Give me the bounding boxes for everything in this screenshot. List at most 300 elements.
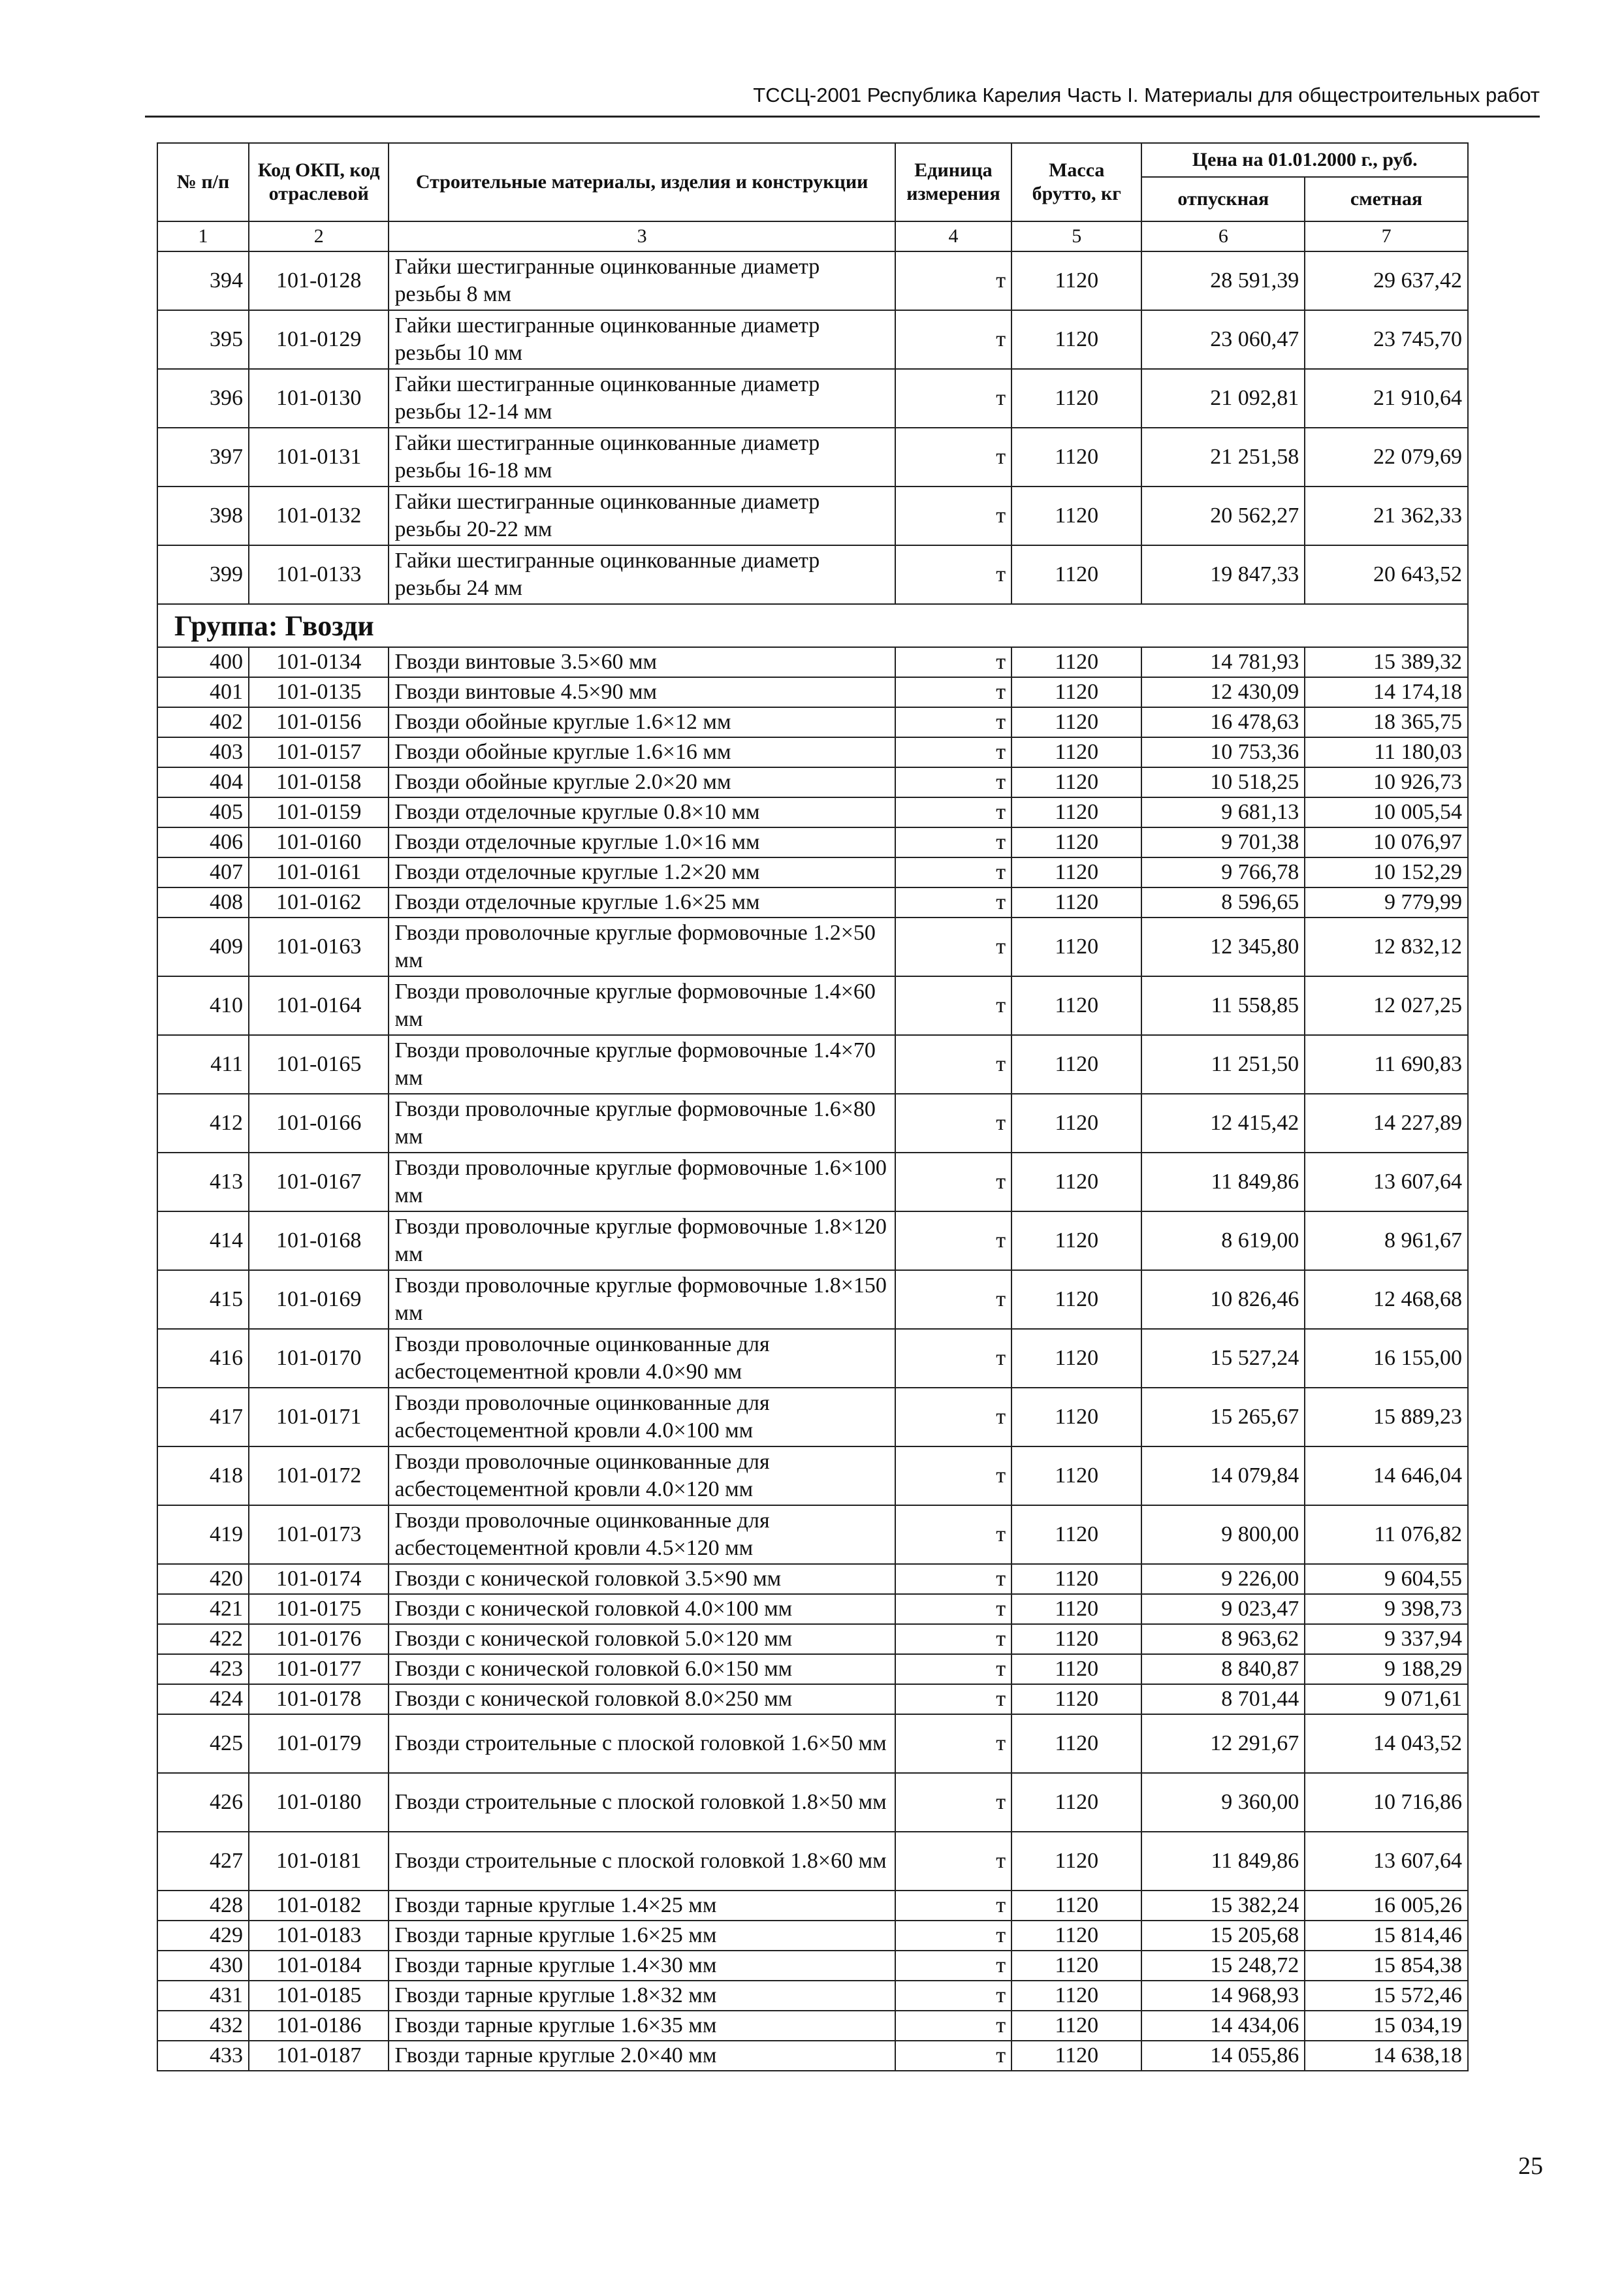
row-mass-cell: 1120 xyxy=(1011,1094,1141,1153)
row-number-cell: 408 xyxy=(157,887,249,918)
row-code-cell: 101-0177 xyxy=(249,1654,389,1684)
row-code-cell: 101-0169 xyxy=(249,1270,389,1329)
row-mass-cell: 1120 xyxy=(1011,1564,1141,1594)
row-price-estimate-cell: 12 027,25 xyxy=(1305,976,1468,1035)
row-unit-cell: т xyxy=(895,1951,1011,1981)
row-code-cell: 101-0163 xyxy=(249,918,389,976)
row-number-cell: 402 xyxy=(157,707,249,737)
row-unit-cell: т xyxy=(895,251,1011,310)
row-number-cell: 420 xyxy=(157,1564,249,1594)
row-mass-cell: 1120 xyxy=(1011,677,1141,707)
row-unit-cell: т xyxy=(895,797,1011,827)
row-unit-cell: т xyxy=(895,1211,1011,1270)
table-row xyxy=(157,1654,1468,1684)
row-price-release-cell: 9 681,13 xyxy=(1141,797,1305,827)
row-price-estimate-cell: 15 814,46 xyxy=(1305,1921,1468,1951)
row-name-cell: Гвозди проволочные круглые формовочные 1.8×150 мм xyxy=(389,1270,895,1329)
row-code-cell: 101-0131 xyxy=(249,428,389,487)
row-unit-cell: т xyxy=(895,737,1011,767)
row-mass-cell: 1120 xyxy=(1011,647,1141,677)
row-name-cell: Гайки шестигранные оцинкованные диаметр резьбы 10 мм xyxy=(389,310,895,369)
row-price-estimate-cell: 10 926,73 xyxy=(1305,767,1468,797)
table-row xyxy=(157,1832,1468,1891)
table-row xyxy=(157,428,1468,487)
row-price-estimate-cell: 14 174,18 xyxy=(1305,677,1468,707)
row-code-cell: 101-0168 xyxy=(249,1211,389,1270)
row-price-estimate-cell: 9 398,73 xyxy=(1305,1594,1468,1624)
row-code-cell: 101-0135 xyxy=(249,677,389,707)
row-code-cell: 101-0166 xyxy=(249,1094,389,1153)
row-code-cell: 101-0179 xyxy=(249,1714,389,1773)
row-unit-cell: т xyxy=(895,1624,1011,1654)
row-name-cell: Гвозди обойные круглые 1.6×16 мм xyxy=(389,737,895,767)
table-row xyxy=(157,487,1468,545)
row-mass-cell: 1120 xyxy=(1011,918,1141,976)
table-row xyxy=(157,251,1468,310)
row-name-cell: Гвозди с конической головкой 4.0×100 мм xyxy=(389,1594,895,1624)
table-row xyxy=(157,545,1468,604)
row-unit-cell: т xyxy=(895,1773,1011,1832)
table-row xyxy=(157,1594,1468,1624)
row-mass-cell: 1120 xyxy=(1011,976,1141,1035)
row-price-release-cell: 15 382,24 xyxy=(1141,1891,1305,1921)
row-number-cell: 404 xyxy=(157,767,249,797)
row-mass-cell: 1120 xyxy=(1011,251,1141,310)
row-price-release-cell: 11 849,86 xyxy=(1141,1832,1305,1891)
row-price-release-cell: 11 558,85 xyxy=(1141,976,1305,1035)
row-name-cell: Гвозди проволочные оцинкованные для асбестоцементной кровли 4.0×120 мм xyxy=(389,1446,895,1505)
row-price-release-cell: 9 360,00 xyxy=(1141,1773,1305,1832)
row-price-estimate-cell: 18 365,75 xyxy=(1305,707,1468,737)
row-price-release-cell: 9 226,00 xyxy=(1141,1564,1305,1594)
row-code-cell: 101-0180 xyxy=(249,1773,389,1832)
row-price-estimate-cell: 14 227,89 xyxy=(1305,1094,1468,1153)
row-code-cell: 101-0171 xyxy=(249,1388,389,1446)
row-price-release-cell: 12 291,67 xyxy=(1141,1714,1305,1773)
row-code-cell: 101-0186 xyxy=(249,2011,389,2041)
row-name-cell: Гвозди с конической головкой 6.0×150 мм xyxy=(389,1654,895,1684)
row-price-estimate-cell: 14 043,52 xyxy=(1305,1714,1468,1773)
row-price-estimate-cell: 10 152,29 xyxy=(1305,857,1468,887)
row-code-cell: 101-0167 xyxy=(249,1153,389,1211)
row-mass-cell: 1120 xyxy=(1011,310,1141,369)
row-number-cell: 394 xyxy=(157,251,249,310)
row-code-cell: 101-0162 xyxy=(249,887,389,918)
row-code-cell: 101-0187 xyxy=(249,2041,389,2071)
row-number-cell: 409 xyxy=(157,918,249,976)
row-price-estimate-cell: 13 607,64 xyxy=(1305,1153,1468,1211)
row-price-release-cell: 14 055,86 xyxy=(1141,2041,1305,2071)
row-price-estimate-cell: 22 079,69 xyxy=(1305,428,1468,487)
row-unit-cell: т xyxy=(895,369,1011,428)
row-number-cell: 405 xyxy=(157,797,249,827)
row-mass-cell: 1120 xyxy=(1011,887,1141,918)
row-unit-cell: т xyxy=(895,918,1011,976)
row-mass-cell: 1120 xyxy=(1011,1388,1141,1446)
page-number: 25 xyxy=(1518,2152,1543,2180)
row-code-cell: 101-0130 xyxy=(249,369,389,428)
row-price-estimate-cell: 9 071,61 xyxy=(1305,1684,1468,1714)
row-unit-cell: т xyxy=(895,428,1011,487)
row-number-cell: 415 xyxy=(157,1270,249,1329)
row-mass-cell: 1120 xyxy=(1011,1773,1141,1832)
row-number-cell: 430 xyxy=(157,1951,249,1981)
table-row xyxy=(157,1505,1468,1564)
row-unit-cell: т xyxy=(895,677,1011,707)
row-unit-cell: т xyxy=(895,1832,1011,1891)
row-price-estimate-cell: 23 745,70 xyxy=(1305,310,1468,369)
row-price-release-cell: 9 023,47 xyxy=(1141,1594,1305,1624)
row-name-cell: Гвозди строительные с плоской головкой 1.6×50 мм xyxy=(389,1714,895,1773)
row-code-cell: 101-0161 xyxy=(249,857,389,887)
row-price-release-cell: 16 478,63 xyxy=(1141,707,1305,737)
table-row xyxy=(157,1270,1468,1329)
row-number-cell: 419 xyxy=(157,1505,249,1564)
row-price-release-cell: 15 205,68 xyxy=(1141,1921,1305,1951)
row-number-cell: 400 xyxy=(157,647,249,677)
table-row xyxy=(157,737,1468,767)
row-name-cell: Гайки шестигранные оцинкованные диаметр резьбы 24 мм xyxy=(389,545,895,604)
table-row xyxy=(157,310,1468,369)
row-unit-cell: т xyxy=(895,1594,1011,1624)
row-code-cell: 101-0181 xyxy=(249,1832,389,1891)
row-number-cell: 432 xyxy=(157,2011,249,2041)
row-code-cell: 101-0160 xyxy=(249,827,389,857)
row-code-cell: 101-0128 xyxy=(249,251,389,310)
table-row xyxy=(157,1773,1468,1832)
row-number-cell: 427 xyxy=(157,1832,249,1891)
row-name-cell: Гвозди тарные круглые 1.8×32 мм xyxy=(389,1981,895,2011)
row-number-cell: 422 xyxy=(157,1624,249,1654)
row-name-cell: Гвозди отделочные круглые 1.0×16 мм xyxy=(389,827,895,857)
row-unit-cell: т xyxy=(895,2041,1011,2071)
row-name-cell: Гвозди проволочные круглые формовочные 1.4×60 мм xyxy=(389,976,895,1035)
row-mass-cell: 1120 xyxy=(1011,1594,1141,1624)
header-divider xyxy=(145,116,1540,118)
header-price-group: Цена на 01.01.2000 г., руб. xyxy=(1141,143,1468,177)
row-mass-cell: 1120 xyxy=(1011,1921,1141,1951)
row-name-cell: Гвозди тарные круглые 1.4×25 мм xyxy=(389,1891,895,1921)
row-unit-cell: т xyxy=(895,857,1011,887)
table-row xyxy=(157,677,1468,707)
row-price-estimate-cell: 14 638,18 xyxy=(1305,2041,1468,2071)
row-price-release-cell: 21 251,58 xyxy=(1141,428,1305,487)
row-code-cell: 101-0165 xyxy=(249,1035,389,1094)
row-name-cell: Гвозди проволочные круглые формовочные 1.2×50 мм xyxy=(389,918,895,976)
header-name: Строительные материалы, изделия и конструкции xyxy=(389,143,895,221)
table-row xyxy=(157,767,1468,797)
row-unit-cell: т xyxy=(895,1035,1011,1094)
table-row xyxy=(157,1035,1468,1094)
row-mass-cell: 1120 xyxy=(1011,1684,1141,1714)
row-price-release-cell: 12 345,80 xyxy=(1141,918,1305,976)
row-unit-cell: т xyxy=(895,1270,1011,1329)
row-mass-cell: 1120 xyxy=(1011,1714,1141,1773)
row-code-cell: 101-0183 xyxy=(249,1921,389,1951)
row-code-cell: 101-0134 xyxy=(249,647,389,677)
row-price-estimate-cell: 15 854,38 xyxy=(1305,1951,1468,1981)
row-number-cell: 414 xyxy=(157,1211,249,1270)
row-price-release-cell: 9 800,00 xyxy=(1141,1505,1305,1564)
row-unit-cell: т xyxy=(895,310,1011,369)
row-price-estimate-cell: 10 716,86 xyxy=(1305,1773,1468,1832)
row-price-release-cell: 14 434,06 xyxy=(1141,2011,1305,2041)
row-number-cell: 416 xyxy=(157,1329,249,1388)
row-name-cell: Гвозди отделочные круглые 0.8×10 мм xyxy=(389,797,895,827)
row-mass-cell: 1120 xyxy=(1011,1270,1141,1329)
row-price-release-cell: 12 430,09 xyxy=(1141,677,1305,707)
row-mass-cell: 1120 xyxy=(1011,1505,1141,1564)
table-row xyxy=(157,1891,1468,1921)
table-row xyxy=(157,1329,1468,1388)
table-row xyxy=(157,1951,1468,1981)
row-unit-cell: т xyxy=(895,887,1011,918)
row-name-cell: Гайки шестигранные оцинкованные диаметр резьбы 12-14 мм xyxy=(389,369,895,428)
row-code-cell: 101-0170 xyxy=(249,1329,389,1388)
table-body-nuts xyxy=(157,251,1468,604)
row-code-cell: 101-0178 xyxy=(249,1684,389,1714)
row-code-cell: 101-0158 xyxy=(249,767,389,797)
row-mass-cell: 1120 xyxy=(1011,827,1141,857)
row-unit-cell: т xyxy=(895,1388,1011,1446)
column-number-cell: 2 xyxy=(249,221,389,251)
row-number-cell: 399 xyxy=(157,545,249,604)
row-price-estimate-cell: 14 646,04 xyxy=(1305,1446,1468,1505)
table-row xyxy=(157,976,1468,1035)
row-price-estimate-cell: 9 337,94 xyxy=(1305,1624,1468,1654)
row-price-release-cell: 8 963,62 xyxy=(1141,1624,1305,1654)
row-name-cell: Гвозди тарные круглые 1.4×30 мм xyxy=(389,1951,895,1981)
column-number-cell: 4 xyxy=(895,221,1011,251)
row-code-cell: 101-0176 xyxy=(249,1624,389,1654)
row-mass-cell: 1120 xyxy=(1011,1446,1141,1505)
row-price-estimate-cell: 16 155,00 xyxy=(1305,1329,1468,1388)
row-number-cell: 403 xyxy=(157,737,249,767)
row-price-release-cell: 10 826,46 xyxy=(1141,1270,1305,1329)
row-price-release-cell: 15 527,24 xyxy=(1141,1329,1305,1388)
row-number-cell: 397 xyxy=(157,428,249,487)
row-unit-cell: т xyxy=(895,707,1011,737)
row-price-release-cell: 15 248,72 xyxy=(1141,1951,1305,1981)
row-number-cell: 429 xyxy=(157,1921,249,1951)
row-mass-cell: 1120 xyxy=(1011,1832,1141,1891)
row-price-estimate-cell: 9 779,99 xyxy=(1305,887,1468,918)
row-code-cell: 101-0174 xyxy=(249,1564,389,1594)
row-mass-cell: 1120 xyxy=(1011,1329,1141,1388)
row-price-release-cell: 19 847,33 xyxy=(1141,545,1305,604)
row-name-cell: Гайки шестигранные оцинкованные диаметр резьбы 8 мм xyxy=(389,251,895,310)
row-unit-cell: т xyxy=(895,647,1011,677)
row-name-cell: Гвозди винтовые 4.5×90 мм xyxy=(389,677,895,707)
table-row xyxy=(157,369,1468,428)
row-number-cell: 413 xyxy=(157,1153,249,1211)
row-unit-cell: т xyxy=(895,1981,1011,2011)
row-mass-cell: 1120 xyxy=(1011,2011,1141,2041)
row-price-estimate-cell: 9 188,29 xyxy=(1305,1654,1468,1684)
row-name-cell: Гвозди проволочные оцинкованные для асбестоцементной кровли 4.0×90 мм xyxy=(389,1329,895,1388)
row-price-estimate-cell: 21 362,33 xyxy=(1305,487,1468,545)
header-price-release: отпускная xyxy=(1141,177,1305,221)
column-number-cell: 5 xyxy=(1011,221,1141,251)
row-name-cell: Гвозди строительные с плоской головкой 1.8×60 мм xyxy=(389,1832,895,1891)
row-name-cell: Гвозди тарные круглые 2.0×40 мм xyxy=(389,2041,895,2071)
column-number-cell: 6 xyxy=(1141,221,1305,251)
row-number-cell: 401 xyxy=(157,677,249,707)
row-code-cell: 101-0182 xyxy=(249,1891,389,1921)
row-unit-cell: т xyxy=(895,1564,1011,1594)
row-code-cell: 101-0129 xyxy=(249,310,389,369)
row-code-cell: 101-0157 xyxy=(249,737,389,767)
row-number-cell: 407 xyxy=(157,857,249,887)
header-mass: Масса брутто, кг xyxy=(1011,143,1141,221)
table-row xyxy=(157,857,1468,887)
table-row xyxy=(157,1981,1468,2011)
row-price-release-cell: 10 518,25 xyxy=(1141,767,1305,797)
table-row xyxy=(157,1446,1468,1505)
row-number-cell: 428 xyxy=(157,1891,249,1921)
row-name-cell: Гайки шестигранные оцинкованные диаметр резьбы 20-22 мм xyxy=(389,487,895,545)
row-price-release-cell: 28 591,39 xyxy=(1141,251,1305,310)
row-number-cell: 433 xyxy=(157,2041,249,2071)
row-name-cell: Гайки шестигранные оцинкованные диаметр резьбы 16-18 мм xyxy=(389,428,895,487)
row-name-cell: Гвозди тарные круглые 1.6×25 мм xyxy=(389,1921,895,1951)
row-number-cell: 418 xyxy=(157,1446,249,1505)
row-number-cell: 431 xyxy=(157,1981,249,2011)
row-mass-cell: 1120 xyxy=(1011,1891,1141,1921)
table-row xyxy=(157,1564,1468,1594)
row-price-estimate-cell: 15 034,19 xyxy=(1305,2011,1468,2041)
row-unit-cell: т xyxy=(895,1891,1011,1921)
row-code-cell: 101-0184 xyxy=(249,1951,389,1981)
table-row xyxy=(157,1094,1468,1153)
row-price-release-cell: 14 781,93 xyxy=(1141,647,1305,677)
row-name-cell: Гвозди отделочные круглые 1.2×20 мм xyxy=(389,857,895,887)
row-number-cell: 424 xyxy=(157,1684,249,1714)
row-mass-cell: 1120 xyxy=(1011,1035,1141,1094)
table-row xyxy=(157,797,1468,827)
table-row xyxy=(157,887,1468,918)
row-price-estimate-cell: 21 910,64 xyxy=(1305,369,1468,428)
row-name-cell: Гвозди с конической головкой 5.0×120 мм xyxy=(389,1624,895,1654)
table-row xyxy=(157,918,1468,976)
row-price-release-cell: 8 596,65 xyxy=(1141,887,1305,918)
group-section xyxy=(157,604,1468,647)
table-row xyxy=(157,1624,1468,1654)
row-name-cell: Гвозди с конической головкой 8.0×250 мм xyxy=(389,1684,895,1714)
header-price-estimate: сметная xyxy=(1305,177,1468,221)
table-row xyxy=(157,1388,1468,1446)
row-mass-cell: 1120 xyxy=(1011,1951,1141,1981)
row-name-cell: Гвозди винтовые 3.5×60 мм xyxy=(389,647,895,677)
row-price-release-cell: 9 766,78 xyxy=(1141,857,1305,887)
row-price-estimate-cell: 15 889,23 xyxy=(1305,1388,1468,1446)
row-price-estimate-cell: 10 076,97 xyxy=(1305,827,1468,857)
row-code-cell: 101-0172 xyxy=(249,1446,389,1505)
row-name-cell: Гвозди обойные круглые 1.6×12 мм xyxy=(389,707,895,737)
row-number-cell: 406 xyxy=(157,827,249,857)
row-unit-cell: т xyxy=(895,1714,1011,1773)
row-price-estimate-cell: 11 076,82 xyxy=(1305,1505,1468,1564)
table-row xyxy=(157,827,1468,857)
row-unit-cell: т xyxy=(895,827,1011,857)
row-unit-cell: т xyxy=(895,1505,1011,1564)
row-price-estimate-cell: 11 180,03 xyxy=(1305,737,1468,767)
running-header-text: ТССЦ-2001 Республика Карелия Часть I. Материалы для общестроительных работ xyxy=(753,84,1540,106)
table-row xyxy=(157,1153,1468,1211)
table-row xyxy=(157,1211,1468,1270)
row-mass-cell: 1120 xyxy=(1011,707,1141,737)
row-price-estimate-cell: 15 572,46 xyxy=(1305,1981,1468,2011)
table-row xyxy=(157,1921,1468,1951)
row-mass-cell: 1120 xyxy=(1011,428,1141,487)
row-price-estimate-cell: 15 389,32 xyxy=(1305,647,1468,677)
row-mass-cell: 1120 xyxy=(1011,857,1141,887)
row-price-estimate-cell: 11 690,83 xyxy=(1305,1035,1468,1094)
row-code-cell: 101-0159 xyxy=(249,797,389,827)
column-number-cell: 3 xyxy=(389,221,895,251)
row-unit-cell: т xyxy=(895,487,1011,545)
row-unit-cell: т xyxy=(895,545,1011,604)
row-name-cell: Гвозди проволочные круглые формовочные 1.6×80 мм xyxy=(389,1094,895,1153)
row-name-cell: Гвозди проволочные оцинкованные для асбестоцементной кровли 4.5×120 мм xyxy=(389,1505,895,1564)
row-unit-cell: т xyxy=(895,1446,1011,1505)
row-unit-cell: т xyxy=(895,1684,1011,1714)
row-price-estimate-cell: 12 832,12 xyxy=(1305,918,1468,976)
row-number-cell: 412 xyxy=(157,1094,249,1153)
column-number-cell: 1 xyxy=(157,221,249,251)
table-row xyxy=(157,2011,1468,2041)
header-code: Код ОКП, код отраслевой xyxy=(249,143,389,221)
row-number-cell: 425 xyxy=(157,1714,249,1773)
row-mass-cell: 1120 xyxy=(1011,369,1141,428)
row-price-estimate-cell: 8 961,67 xyxy=(1305,1211,1468,1270)
row-price-estimate-cell: 13 607,64 xyxy=(1305,1832,1468,1891)
table-header xyxy=(157,143,1468,251)
row-unit-cell: т xyxy=(895,1921,1011,1951)
row-price-release-cell: 11 251,50 xyxy=(1141,1035,1305,1094)
row-name-cell: Гвозди строительные с плоской головкой 1.8×50 мм xyxy=(389,1773,895,1832)
row-number-cell: 426 xyxy=(157,1773,249,1832)
materials-price-table xyxy=(157,142,1469,2071)
row-unit-cell: т xyxy=(895,2011,1011,2041)
row-price-release-cell: 8 619,00 xyxy=(1141,1211,1305,1270)
row-mass-cell: 1120 xyxy=(1011,1211,1141,1270)
row-name-cell: Гвозди с конической головкой 3.5×90 мм xyxy=(389,1564,895,1594)
row-name-cell: Гвозди проволочные оцинкованные для асбестоцементной кровли 4.0×100 мм xyxy=(389,1388,895,1446)
row-price-release-cell: 23 060,47 xyxy=(1141,310,1305,369)
table-row xyxy=(157,647,1468,677)
row-price-estimate-cell: 29 637,42 xyxy=(1305,251,1468,310)
row-price-release-cell: 9 701,38 xyxy=(1141,827,1305,857)
row-price-release-cell: 15 265,67 xyxy=(1141,1388,1305,1446)
column-number-row xyxy=(157,221,1468,251)
row-price-estimate-cell: 12 468,68 xyxy=(1305,1270,1468,1329)
row-unit-cell: т xyxy=(895,767,1011,797)
row-price-release-cell: 10 753,36 xyxy=(1141,737,1305,767)
row-code-cell: 101-0133 xyxy=(249,545,389,604)
row-number-cell: 411 xyxy=(157,1035,249,1094)
row-code-cell: 101-0156 xyxy=(249,707,389,737)
row-mass-cell: 1120 xyxy=(1011,1624,1141,1654)
row-price-estimate-cell: 16 005,26 xyxy=(1305,1891,1468,1921)
row-code-cell: 101-0164 xyxy=(249,976,389,1035)
row-number-cell: 398 xyxy=(157,487,249,545)
group-title: Группа: Гвозди xyxy=(157,604,1468,647)
row-mass-cell: 1120 xyxy=(1011,737,1141,767)
row-mass-cell: 1120 xyxy=(1011,797,1141,827)
row-unit-cell: т xyxy=(895,1094,1011,1153)
table-row xyxy=(157,1714,1468,1773)
